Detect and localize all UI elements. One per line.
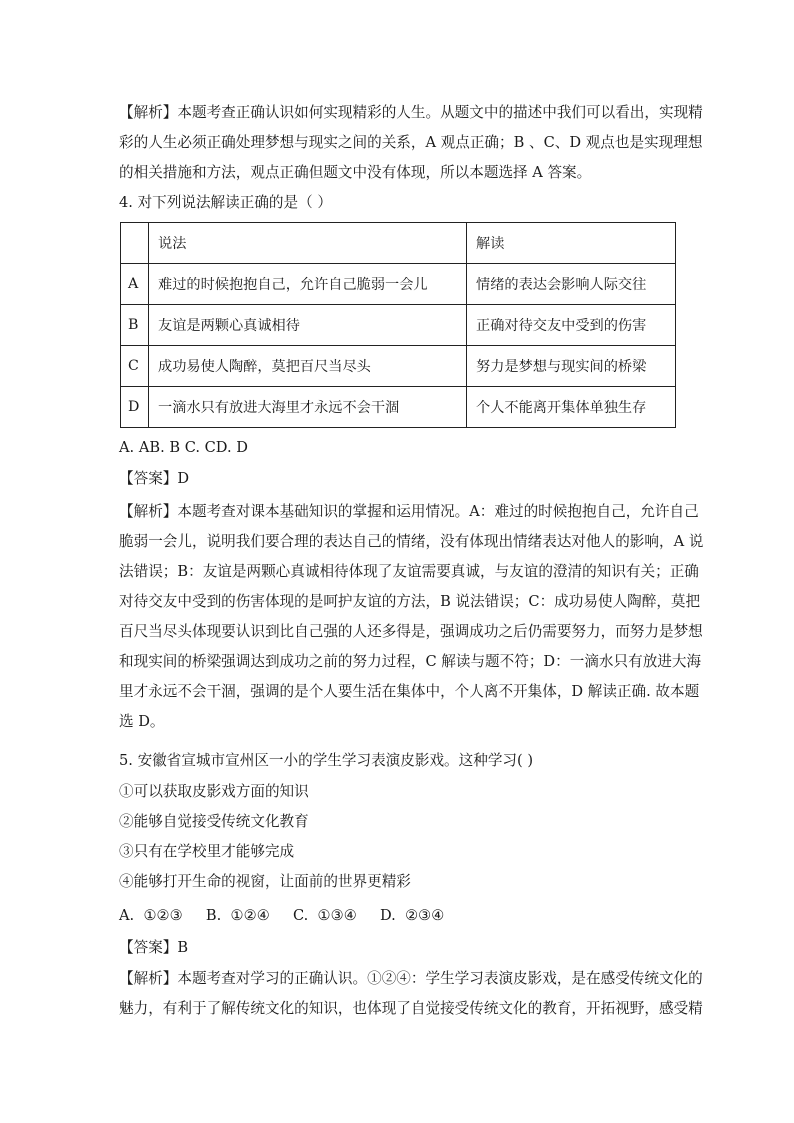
q5-items: [119, 777, 679, 897]
q4-analysis-line: 对待交友中受到的伤害体现的是呵护友谊的方法，B 说法错误；C：成功易使人陶醉，莫把: [119, 593, 701, 610]
table-cell: [121, 223, 149, 264]
q5-analysis: [119, 964, 703, 1024]
table-cell: 一滴水只有放进大海里才永远不会干涸: [149, 387, 467, 428]
q4-options: [119, 433, 679, 463]
table-cell: 难过的时候抱抱自己，允许自己脆弱一会儿: [149, 264, 467, 305]
q4-answer: [119, 464, 679, 494]
q4-options-text: A. AB. B C. CD. D: [119, 439, 248, 456]
q4-stem-text: 4. 对下列说法解读正确的是（ ）: [119, 194, 332, 211]
q5-options-text: A. ①②③ B. ①②④ C. ①③④ D. ②③④: [119, 907, 445, 924]
q5-stem-text: 5. 安徽省宣城市宣州区一小的学生学习表演皮影戏。这种学习( ): [119, 752, 534, 769]
table-header-interpretation: 解读: [467, 223, 676, 264]
table-header-row: [121, 223, 676, 264]
q4-analysis-line: 脆弱一会儿，说明我们要合理的表达自己的情绪，没有体现出情绪表达对他人的影响，A 说: [119, 533, 704, 550]
q5-stem: [119, 746, 679, 776]
table-cell: 正确对待交友中受到的伤害: [467, 305, 676, 346]
q4-analysis: [119, 497, 704, 737]
q4-analysis-line: 百尺当尽头体现要认识到比自己强的人还多得是，强调成功之后仍需要努力，而努力是梦想: [119, 623, 703, 640]
table-cell: 友谊是两颗心真诚相待: [149, 305, 467, 346]
table-row-label: D: [121, 387, 149, 428]
q4-answer-text: 【答案】D: [119, 470, 190, 487]
table-cell: 努力是梦想与现实间的桥梁: [467, 346, 676, 387]
table-row: [121, 346, 676, 387]
q3-analysis: [119, 98, 703, 188]
table-row: [121, 387, 676, 428]
q4-analysis-line: 里才永远不会干涸，强调的是个人要生活在集体中，个人离不开集体，D 解读正确. 故本题: [119, 683, 700, 700]
table-row-label: B: [121, 305, 149, 346]
table-row-label: A: [121, 264, 149, 305]
q5-options: [119, 901, 679, 931]
table-cell: 情绪的表达会影响人际交往: [467, 264, 676, 305]
table-cell: 个人不能离开集体单独生存: [467, 387, 676, 428]
q5-item: ③只有在学校里才能够完成: [119, 843, 295, 860]
q3-analysis-line: 的相关措施和方法，观点正确但题文中没有体现，所以本题选择 A 答案。: [119, 164, 592, 181]
table-row: [121, 264, 676, 305]
q5-analysis-line: 【解析】本题考查对学习的正确认识。①②④：学生学习表演皮影戏，是在感受传统文化的: [119, 970, 703, 987]
q4-analysis-line: 和现实间的桥梁强调达到成功之前的努力过程，C 解读与题不符；D：一滴水只有放进大海: [119, 653, 702, 670]
q5-answer-text: 【答案】B: [119, 939, 189, 956]
q5-item: ②能够自觉接受传统文化教育: [119, 813, 309, 830]
table-cell: 成功易使人陶醉，莫把百尺当尽头: [149, 346, 467, 387]
q4-analysis-line: 选 D。: [119, 713, 165, 730]
table-row: [121, 305, 676, 346]
table-row-label: C: [121, 346, 149, 387]
q5-item: ④能够打开生命的视窗，让面前的世界更精彩: [119, 873, 411, 890]
q3-analysis-line: 彩的人生必须正确处理梦想与现实之间的关系，A 观点正确；B 、C、D 观点也是实现理想: [119, 134, 703, 151]
q4-stem: [119, 188, 679, 218]
q4-table: [120, 222, 676, 428]
table-header-sayings: 说法: [149, 223, 467, 264]
q5-item: ①可以获取皮影戏方面的知识: [119, 783, 309, 800]
q4-analysis-line: 【解析】本题考查对课本基础知识的掌握和运用情况。A：难过的时候抱抱自己，允许自己: [119, 503, 699, 520]
q4-analysis-line: 法错误；B：友谊是两颗心真诚相待体现了友谊需要真诚，与友谊的澄清的知识有关；正确: [119, 563, 699, 580]
q5-answer: [119, 933, 679, 963]
q3-analysis-line: 【解析】本题考查正确认识如何实现精彩的人生。从题文中的描述中我们可以看出，实现精: [119, 104, 703, 121]
q5-analysis-line: 魅力，有利于了解传统文化的知识，也体现了自觉接受传统文化的教育，开拓视野，感受精: [119, 1000, 703, 1017]
